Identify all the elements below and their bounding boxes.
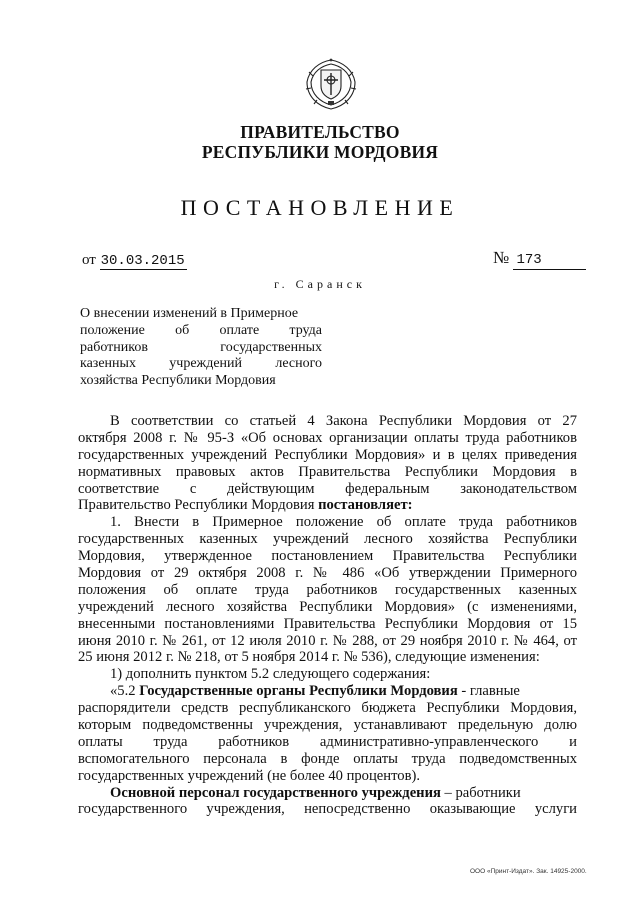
body-line: положения об оплате труда работников государственных казенных [78,581,577,598]
body-line: В соответствии со статьей 4 Закона Республики Мордовия от 27 [110,413,577,429]
body-line [78,683,577,700]
body-text: - главные [457,683,520,700]
body-line: нормативных правовых актов Правительства Республики Мордовия в [78,463,577,480]
body-line: Мордовия от 29 октября 2008 г. № 486 «Об утверждении Примерного [78,565,577,582]
body-line: учреждений лесного хозяйства Республики Мордовия» (с изменениями, [78,598,577,615]
body-line: 1. Внести в Примерное положение об оплате труда работников [110,514,577,531]
government-title-line2: РЕСПУБЛИКИ МОРДОВИЯ [201,142,439,162]
body-line: соответствие с действующим федеральным законодательством [78,480,577,497]
subject-line: казенных учреждений лесного [80,356,322,372]
body-line: октября 2008 г. № 95-З «Об основах организации оплаты труда работников [78,429,577,446]
subject-line: работников государственных [80,339,322,355]
government-title-line1: ПРАВИТЕЛЬСТВО [240,122,400,142]
body-line: государственных учреждений (не более 40 процентов). [78,767,420,784]
body-line: которым подведомственны учреждения, устанавливают предельную долю [78,717,577,734]
date-line [82,251,187,270]
document-number: 173 [513,251,586,270]
document-subject [80,306,322,390]
document-type: ПОСТАНОВЛЕНИЕ [180,195,460,220]
body-line: государственного учреждения, непосредственно оказывающие услуги [78,801,577,818]
body-line: 25 июня 2012 г. № 218, от 5 ноября 2014 г. № 536), следующие изменения: [78,649,540,666]
body-line: вспомогательного персонала в фонде оплаты труда подведомственных [78,750,577,767]
body-text: Правительство Республики Мордовия [78,497,319,514]
government-title [0,122,640,162]
subject-line: положение об оплате труда [80,322,322,338]
document-date: 30.03.2015 [100,253,185,269]
body-line: государственных казенных учреждений лесного хозяйства Республики [78,531,577,548]
decree-keyword: постановляет: [318,497,413,514]
body-text: «5.2 [110,683,140,700]
printer-imprint: ООО «Принт-Издат». Зак. 14925-2000. [470,868,587,875]
body-line: распорядители средств республиканского бюджета Республики Мордовия, [78,700,577,717]
body-line: внесенными постановлениями Правительства Республики Мордовия от 15 [78,615,577,632]
coat-of-arms-icon [299,56,363,112]
number-line [493,249,586,270]
date-prefix: от [82,252,96,268]
body-line [78,785,577,802]
body-line: 1) дополнить пунктом 5.2 следующего содержания: [110,666,431,683]
city-line: г. Саранск [274,277,366,291]
number-prefix: № [493,248,510,267]
body-line: июня 2010 г. № 261, от 12 июля 2010 г. № 288, от 29 ноября 2010 г. № 464, от [78,632,577,649]
subject-line: О внесении изменений в Примерное [80,306,299,321]
bold-term: Основной персонал государственного учреждения [110,784,441,801]
body-line: государственных учреждений Республики Мордовия» и в целях приведения [78,446,577,463]
body-line: Мордовия, утвержденное постановлением Правительства Республики [78,548,577,565]
body-text: – работники [440,784,521,801]
body-line [78,497,577,514]
document-body [78,413,577,818]
body-line: оплаты труда работников административно-управленческого и [78,733,577,750]
bold-term: Государственные органы Республики Мордовия [139,683,458,700]
subject-line: хозяйства Республики Мордовия [80,373,276,389]
